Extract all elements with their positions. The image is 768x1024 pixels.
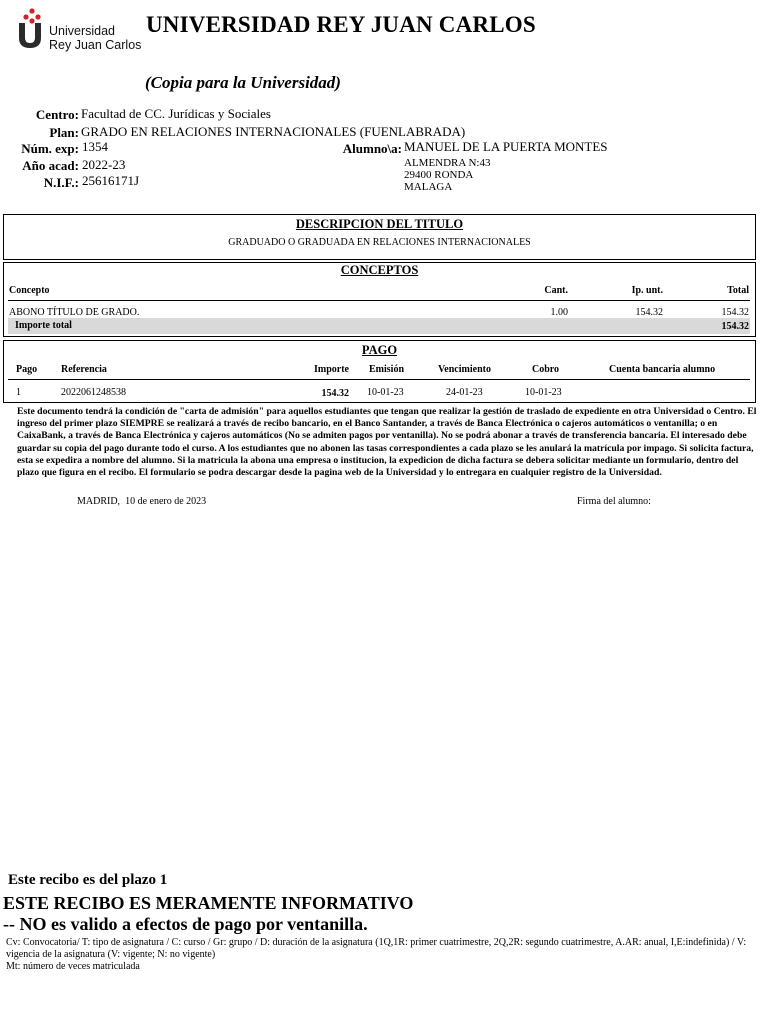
col-referencia: Referencia	[61, 364, 107, 375]
total-cell: 154.32	[721, 307, 749, 318]
pago-header-rule	[8, 379, 750, 380]
alumno-value: MANUEL DE LA PUERTA MONTES	[404, 139, 608, 154]
cant-cell: 1.00	[550, 307, 568, 318]
no-valido-text: -- NO es valido a efectos de pago por ventanilla.	[3, 914, 368, 934]
col-importe: Importe	[314, 364, 349, 375]
titulo-heading: DESCRIPCION DEL TITULO	[295, 217, 464, 231]
address-line: ALMENDRA N:43	[404, 157, 491, 169]
legend-line: Cv: Convocatoria/ T: tipo de asignatura / C: curso / Gr: grupo / D: duración de la asignatura (1Q,1R: primer cuatrimestre, 2Q,2R: segundo cuatrimestre, A.AR: anual, I,E:indefinida) / V: vigencia de la asignatura (V: vigente; N: no vigente)	[6, 937, 747, 960]
referencia-cell: 2022061248538	[61, 387, 126, 398]
col-total: Total	[727, 285, 749, 296]
legend-line: Mt: número de veces matriculada	[6, 961, 140, 972]
conceptos-heading: CONCEPTOS	[340, 263, 419, 277]
titulo-text: GRADUADO O GRADUADA EN RELACIONES INTERNACIONALES	[228, 237, 531, 248]
anio-label: Año acad:	[22, 158, 79, 173]
pago-cell: 1	[16, 387, 21, 398]
vencimiento-cell: 24-01-23	[446, 387, 483, 398]
logo-line-2: Rey Juan Carlos	[49, 38, 142, 52]
address-line: 29400 RONDA	[404, 169, 474, 181]
centro-value: Facultad de CC. Jurídicas y Sociales	[81, 106, 271, 121]
plan-label: Plan:	[49, 125, 79, 140]
university-logo-u	[18, 21, 42, 49]
col-cobro: Cobro	[532, 364, 560, 375]
col-emision: Emisión	[369, 364, 405, 375]
concepto-cell: ABONO TÍTULO DE GRADO.	[9, 307, 140, 318]
nif-label: N.I.F.:	[43, 175, 79, 190]
pago-heading: PAGO	[361, 343, 398, 357]
place-date	[77, 496, 206, 507]
firma-label: Firma del alumno:	[577, 496, 651, 507]
importe-total-value: 154.32	[721, 321, 749, 332]
address-line: MALAGA	[404, 181, 453, 193]
copy-subtitle: (Copia para la Universidad)	[145, 73, 341, 92]
plan-value: GRADO EN RELACIONES INTERNACIONALES (FUENLABRADA)	[81, 124, 466, 139]
cobro-cell: 10-01-23	[525, 387, 562, 398]
exp-value: 1354	[82, 139, 108, 154]
plazo-text: Este recibo es del plazo 1	[8, 872, 168, 888]
col-pago: Pago	[16, 364, 38, 375]
importe-cell: 154.32	[321, 388, 349, 399]
alumno-address	[404, 157, 490, 193]
ip-unt-cell: 154.32	[635, 307, 663, 318]
exp-label: Núm. exp:	[21, 141, 79, 156]
place: MADRID,	[77, 496, 121, 507]
informativo-text: ESTE RECIBO ES MERAMENTE INFORMATIVO	[3, 893, 414, 913]
page-title: UNIVERSIDAD REY JUAN CARLOS	[146, 12, 536, 37]
abbreviation-legend	[6, 937, 764, 973]
date: 10 de enero de 2023	[125, 496, 207, 507]
col-vencimiento: Vencimiento	[438, 364, 491, 375]
importe-total-row	[8, 318, 750, 334]
emision-cell: 10-01-23	[367, 387, 404, 398]
nif-value: 25616171J	[82, 173, 140, 188]
legal-notice: Este documento tendrá la condición de "carta de admisión" para aquellos estudiantes que tengan que realizar la gestión de traslado de expediente en otra Universidad o Centro. El ingreso del primer plazo SIEMPRE se realizará a través de recibo bancario, en el Banco Santander, a través de Banca Electrónica o cajeros automáticos o ventanilla; o en CaixaBank, a través de Banca Electrónica y cajeros automáticos (No se admiten pagos por ventanilla). No se podrá abonar a través de transferencia bancaria. El interesado debe guardar su copia del pago durante todo el curso. A los estudiantes que no abonen las tasas correspondientes a cada plazo se les anulará la matrícula por impago. Si solicita factura, esta se expedira a nombre del alumno. Si la matricula la abona una empresa o institucion, la expedicion de dicha factura se debera solicitar mediante un formulario, dentro del plazo que figura en el recibo. El formulario se podra descargar desde la pagina web de la Universidad y lo entregara en cualquier registro de la Universidad.	[17, 406, 757, 479]
university-logo-text	[49, 24, 141, 52]
col-cant: Cant.	[544, 285, 568, 296]
alumno-label: Alumno\a:	[342, 141, 402, 156]
col-ip-unt: Ip. unt.	[631, 285, 663, 296]
anio-value: 2022-23	[82, 157, 126, 172]
col-concepto: Concepto	[9, 285, 50, 296]
conceptos-header-rule	[8, 300, 750, 301]
centro-label: Centro:	[35, 107, 79, 122]
importe-total-label: Importe total	[15, 320, 72, 331]
col-cuenta: Cuenta bancaria alumno	[609, 364, 716, 375]
logo-line-1: Universidad	[49, 24, 116, 38]
